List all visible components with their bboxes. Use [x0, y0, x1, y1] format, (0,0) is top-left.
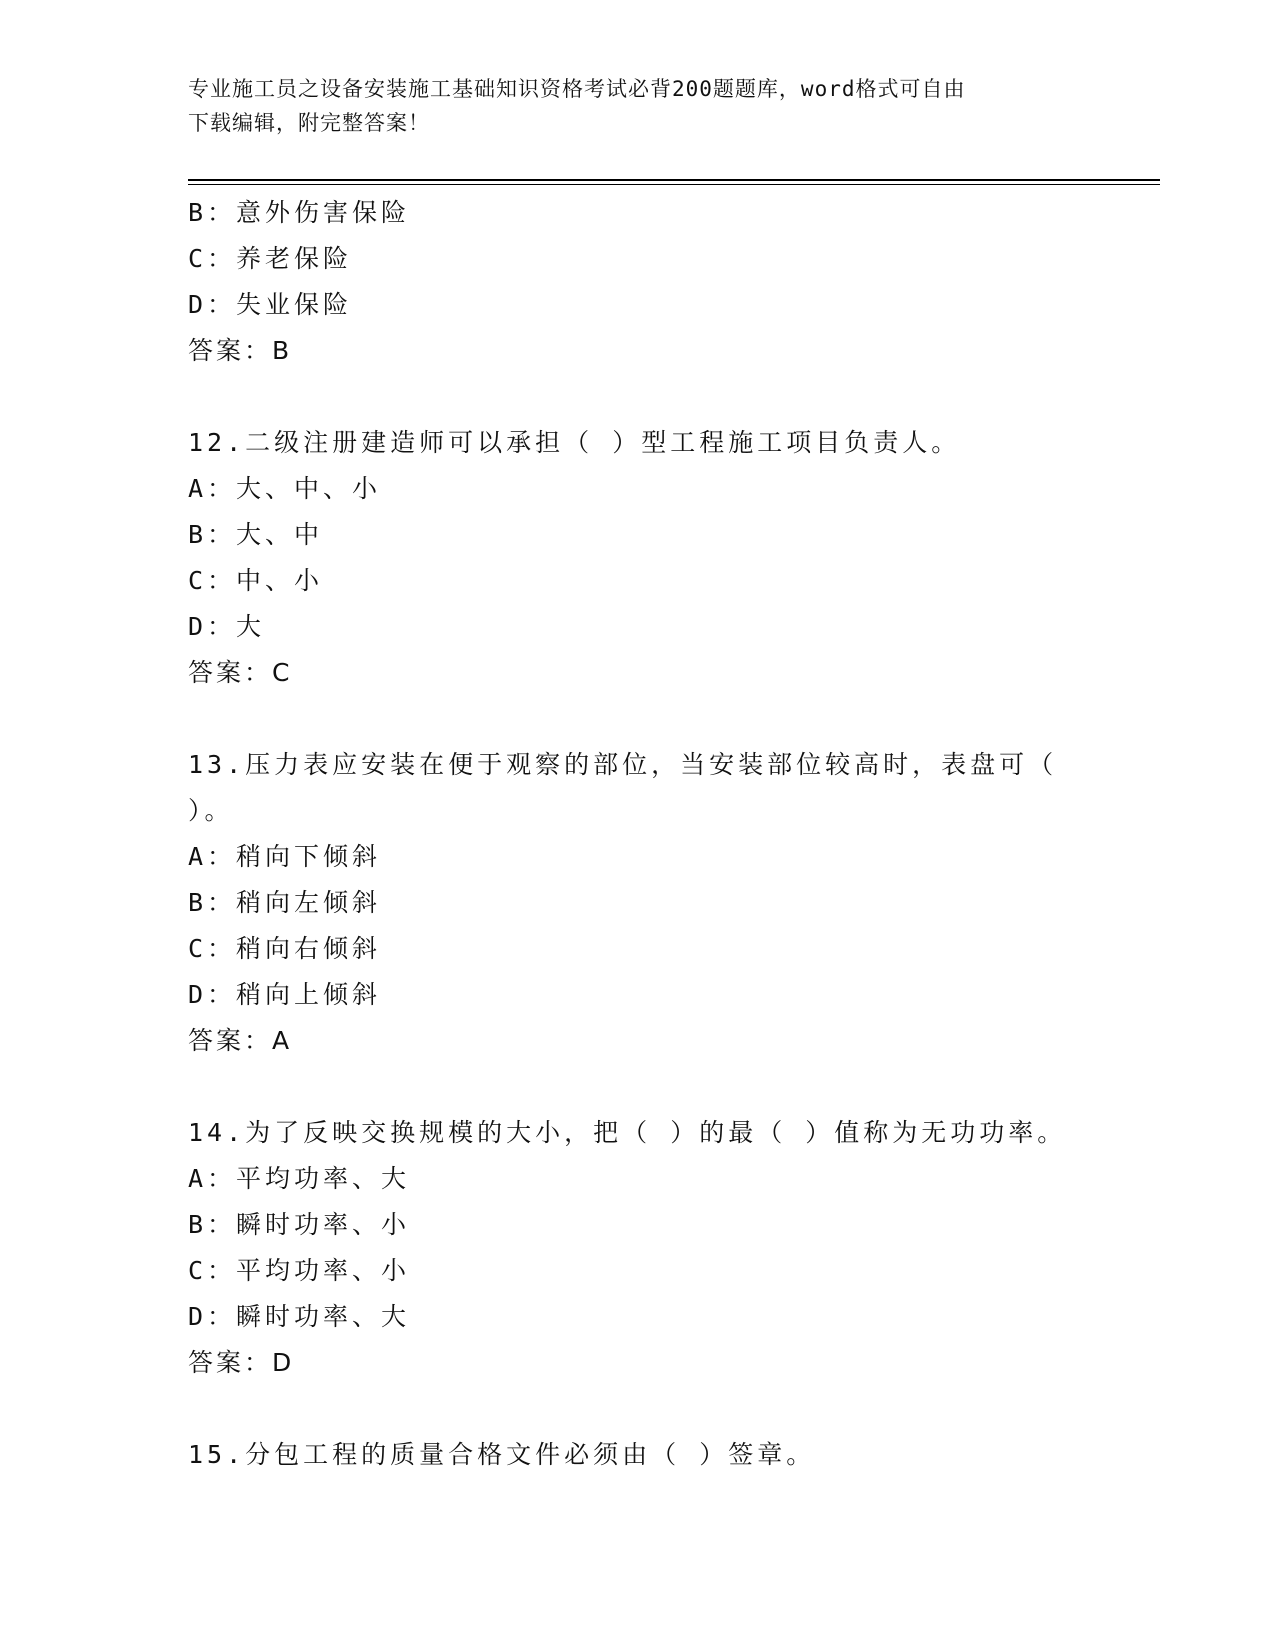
- option-b: B：稍向左倾斜: [188, 888, 382, 917]
- answer-line: 答案：D: [188, 1348, 295, 1377]
- header-divider-thin: [188, 184, 1160, 185]
- option-a: A：平均功率、大: [188, 1164, 411, 1193]
- option-a: A：大、中、小: [188, 474, 382, 503]
- option-d: D：瞬时功率、大: [188, 1302, 411, 1331]
- question-stem: 15.分包工程的质量合格文件必须由（ ）签章。: [188, 1440, 816, 1469]
- question-stem: 12.二级注册建造师可以承担（ ）型工程施工项目负责人。: [188, 428, 961, 457]
- option-c: C：稍向右倾斜: [188, 934, 382, 963]
- header-divider-thick: [188, 179, 1160, 181]
- option-b: B：意外伤害保险: [188, 198, 411, 227]
- question-15: [188, 1432, 1088, 1478]
- question-12: [188, 420, 1088, 696]
- option-c: C：平均功率、小: [188, 1256, 411, 1285]
- question-stem: 14.为了反映交换规模的大小，把（ ）的最（ ）值称为无功功率。: [188, 1118, 1067, 1147]
- option-b: B：瞬时功率、小: [188, 1210, 411, 1239]
- option-d: D：失业保险: [188, 290, 353, 319]
- answer-line: 答案：B: [188, 336, 293, 365]
- answer-line: 答案：A: [188, 1026, 293, 1055]
- question-14: [188, 1110, 1088, 1386]
- header-line-1: 专业施工员之设备安装施工基础知识资格考试必背200题题库，word格式可自由: [188, 77, 966, 101]
- option-a: A：稍向下倾斜: [188, 842, 382, 871]
- header-line-2: 下载编辑，附完整答案！: [188, 111, 430, 135]
- option-b: B：大、中: [188, 520, 324, 549]
- question-stem: 13.压力表应安装在便于观察的部位，当安装部位较高时，表盘可（: [188, 750, 1058, 779]
- question-stem-continued: ）。: [188, 796, 234, 825]
- option-c: C：养老保险: [188, 244, 353, 273]
- document-header: [188, 72, 1068, 140]
- option-c: C：中、小: [188, 566, 324, 595]
- question-13: [188, 742, 1088, 1064]
- option-d: D：大: [188, 612, 266, 641]
- option-d: D：稍向上倾斜: [188, 980, 382, 1009]
- answer-line: 答案：C: [188, 658, 293, 687]
- previous-question-tail: [188, 190, 1088, 374]
- question-list: [188, 190, 1088, 1478]
